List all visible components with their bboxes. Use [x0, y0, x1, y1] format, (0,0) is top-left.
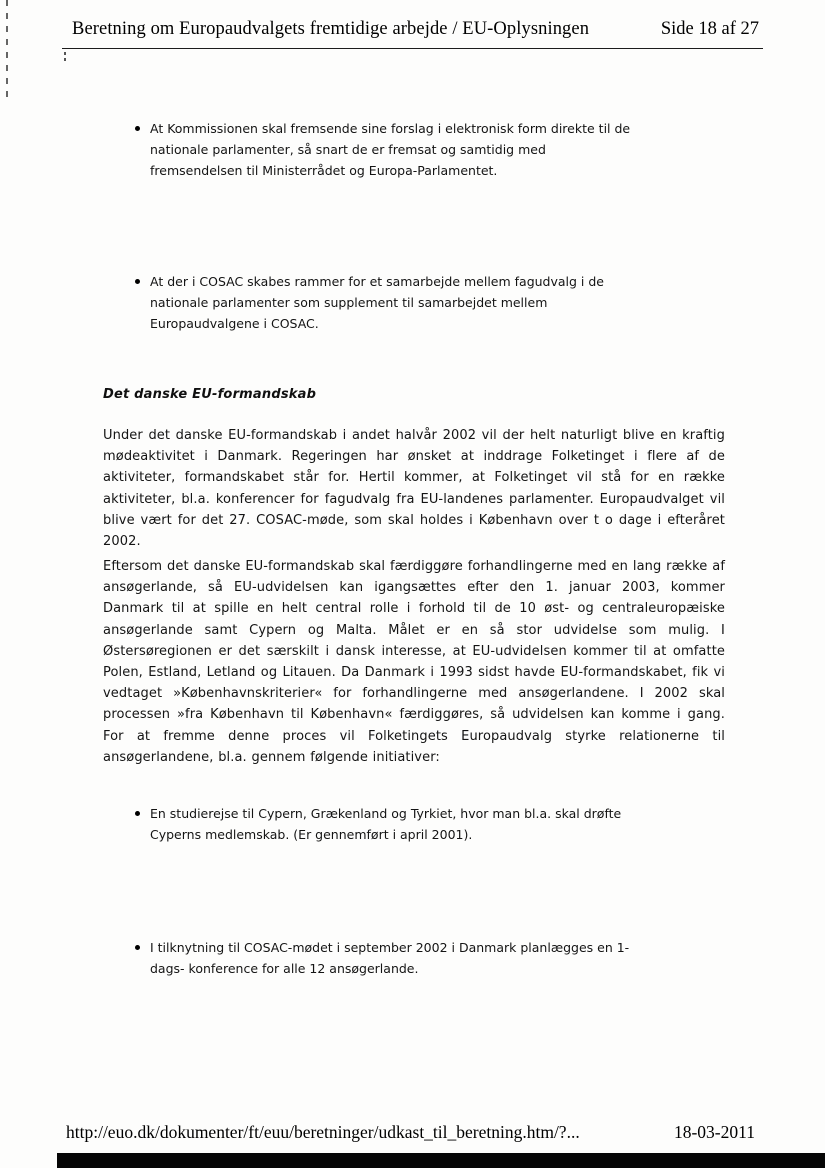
print-date: 18-03-2011 [673, 1122, 755, 1142]
page-indicator: Side 18 af 27 [660, 19, 759, 39]
page-footer [66, 1122, 755, 1143]
bullet-icon [135, 945, 140, 950]
list-item [135, 271, 632, 334]
list-item [135, 118, 632, 181]
scan-edge-bar [57, 1153, 825, 1168]
body-paragraph: Eftersom det danske EU-formandskab skal færdiggøre forhandlingerne med en lang række af ansøgerlande, så EU-udvidelsen kan igangsættes efter den 1. januar 2003, kommer Danmark til at spille en helt central rolle i forhold til de 10 øst- og centraleuropæiske ansøgerlande samt Cypern og Malta. Målet er en så stor udvidelse som mulig. I Østersøregionen er det særskilt i dansk interesse, at EU-udvidelsen kommer til at omfatte Polen, Estland, Letland og Litauen. Da Danmark i 1993 sidst havde EU-formandskabet, fik vi vedtaget »Københavnskriterier« for forhandlingerne med ansøgerlandene. I 2002 skal processen »fra København til København« færdiggøres, så udvidelsen kan komme i gang. For at fremme denne proces vil Folketingets Europaudvalg styrke relationerne til ansøgerlandene, bl.a. gennem følgende initiativer: [103, 559, 725, 765]
bullet-icon [135, 126, 140, 131]
bullet-icon [135, 811, 140, 816]
header-divider [62, 48, 763, 49]
document-title: Beretning om Europaudvalgets fremtidige arbejde / EU-Oplysningen [72, 19, 590, 39]
list-item [135, 937, 632, 979]
list-item [135, 803, 632, 845]
list-item-text: At der i COSAC skabes rammer for et samarbejde mellem fagudvalg i de nationale parlamenter som supplement til samarbejdet mellem Europaudvalgene i COSAC. [150, 274, 604, 331]
page-header [72, 19, 759, 40]
scan-artifact [64, 52, 66, 55]
list-item-text: En studierejse til Cypern, Grækenland og Tyrkiet, hvor man bl.a. skal drøfte Cyperns medlemskab. (Er gennemført i april 2001). [150, 806, 622, 842]
source-url: http://euo.dk/dokumenter/ft/euu/beretninger/udkast_til_beretning.htm/?... [66, 1122, 580, 1142]
section-heading: Det danske EU-formandskab [103, 387, 317, 402]
scan-artifact [6, 0, 8, 98]
list-item-text: I tilknytning til COSAC-mødet i september 2002 i Danmark planlægges en 1-dags- konference for alle 12 ansøgerlande. [150, 940, 630, 976]
list-item-text: At Kommissionen skal fremsende sine forslag i elektronisk form direkte til de nationale parlamenter, så snart de er fremsat og samtidig med fremsendelsen til Ministerrådet og Europa-Parlamentet. [150, 121, 631, 178]
body-paragraph: Under det danske EU-formandskab i andet halvår 2002 vil der helt naturligt blive en kraftig mødeaktivitet i Danmark. Regeringen har ønsket at inddrage Folketinget i flere af de aktiviteter, formandskabet står for. Hertil kommer, at Folketinget vil stå for en række aktiviteter, bl.a. konferencer for fagudvalg fra EU-landenes parlamenter. Europaudvalget vil blive vært for det 27. COSAC-møde, som skal holdes i København over t o dage i efteråret 2002. [103, 428, 725, 550]
bullet-icon [135, 279, 140, 284]
